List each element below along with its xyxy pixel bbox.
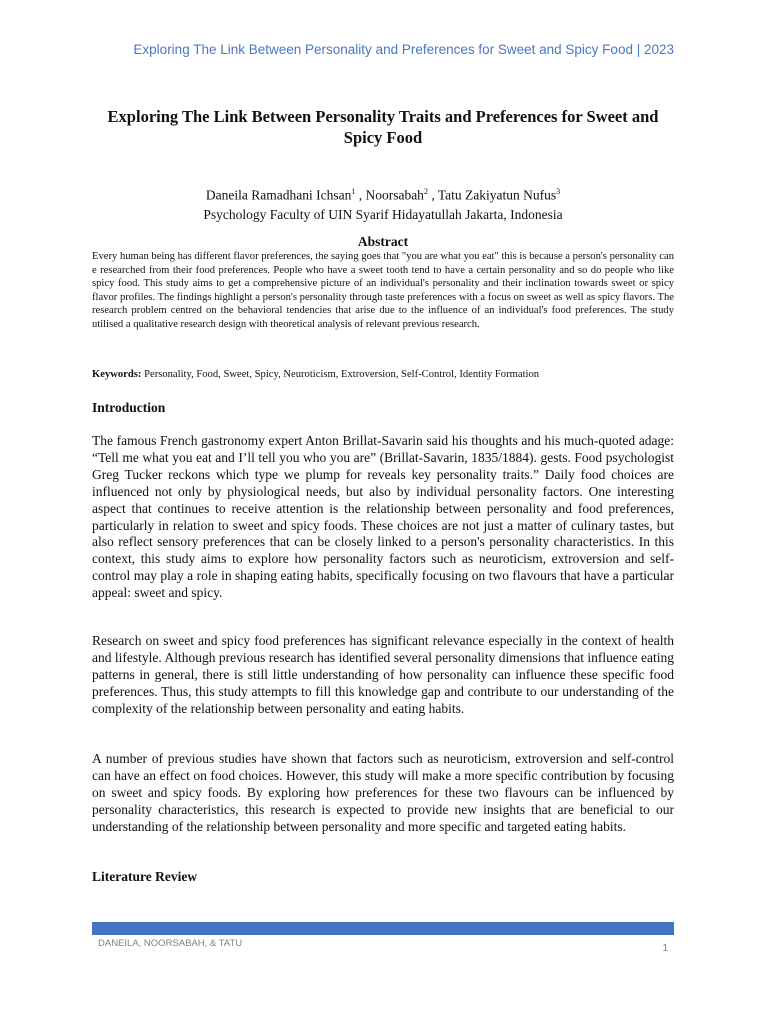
author-block xyxy=(92,182,674,224)
author-superscript: 2 xyxy=(423,187,428,196)
author-name: Daneila Ramadhani Ichsan xyxy=(205,187,352,203)
page-number: 1 xyxy=(662,943,668,954)
running-header: Exploring The Link Between Personality and Preferences for Sweet and Spicy Food | 2023 xyxy=(133,42,674,57)
paper-title: Exploring The Link Between Personality Traits and Preferences for Sweet and Spicy Food xyxy=(107,107,659,147)
keywords-line xyxy=(92,369,674,380)
author-name: Noorsabah xyxy=(365,187,424,203)
keywords-label: Keywords: xyxy=(92,369,142,380)
abstract-heading: Abstract xyxy=(357,234,409,249)
author-superscript: 3 xyxy=(556,187,561,196)
footer-bar xyxy=(92,922,674,935)
author-superscript: 1 xyxy=(351,187,356,196)
author-name: Tatu Zakiyatun Nufus xyxy=(437,187,557,203)
affiliation: Psychology Faculty of UIN Syarif Hidayatullah Jakarta, Indonesia xyxy=(203,206,563,222)
abstract-text: Every human being has different flavor preferences, the saying goes that "you are what you eat" this is because a person's personality can e researched from their food preferences. People who have a sweet tooth tend to have a certain personality and so do people who like spicy food. This study aims to get a comprehensive picture of an individual's personality and their inclination towards sweet or spicy flavor profiles. The findings highlight a person's personality through taste preferences with a focus on sweet as well as spicy flavors. The research problem centred on the behavioral tendencies that arise due to the influence of an individual's food preferences. The study utilised a qualitative research design with theoretical analysis of relevant previous research. xyxy=(92,251,674,330)
intro-paragraph: A number of previous studies have shown that factors such as neuroticism, extroversion and self-control can have an effect on food choices. However, this study will make a more specific contribution by focusing on sweet and spicy foods. By exploring how preferences for these two flavours can be influenced by personality characteristics, this research is expected to provide new insights that are beneficial to our understanding of the relationship between personality and more specific and targeted eating habits. xyxy=(92,751,674,834)
literature-review-heading: Literature Review xyxy=(92,869,198,884)
introduction-heading: Introduction xyxy=(92,400,166,415)
intro-paragraph: Research on sweet and spicy food preferences has significant relevance especially in the context of health and lifestyle. Although previous research has identified several personality dimensions that influence eating patterns in general, there is still little understanding of how personality can influence these specific food preferences. Thus, this study attempts to fill this knowledge gap and contribute to our understanding of the complexity of the relationship between personality and eating habits. xyxy=(92,633,674,716)
author-line: Daneila Ramadhani Ichsan$^1$ , Noorsabah$^2$ , Tatu Zakiyatun Nufus$^3$ xyxy=(205,187,561,203)
keywords-list: Personality, Food, Sweet, Spicy, Neuroticism, Extroversion, Self-Control, Identity Formation xyxy=(144,369,540,380)
footer-authors: DANEILA, NOORSABAH, & TATU xyxy=(98,938,243,949)
intro-paragraph: The famous French gastronomy expert Anton Brillat-Savarin said his thoughts and his much-quoted adage: “Tell me what you eat and I’ll tell you who you are” (Brillat-Savarin, 1835/1884). gests. Food psychologist Greg Tucker reckons which type we plump for reveals key personality traits.” Daily food choices are influenced not only by physiological needs, but also by individual personality factors. One interesting aspect that continues to receive attention is the relationship between personality and food preferences, particularly in relation to sweet and spicy foods. These choices are not just a matter of culinary tastes, but also reflect sensory preferences that can be closely linked to a person's personality characteristics. In this context, this study aims to explore how personality factors such as neuroticism, extroversion and self-control may play a role in shaping eating habits, specifically focusing on two flavours that have a particular appeal: sweet and spicy. xyxy=(92,433,674,601)
